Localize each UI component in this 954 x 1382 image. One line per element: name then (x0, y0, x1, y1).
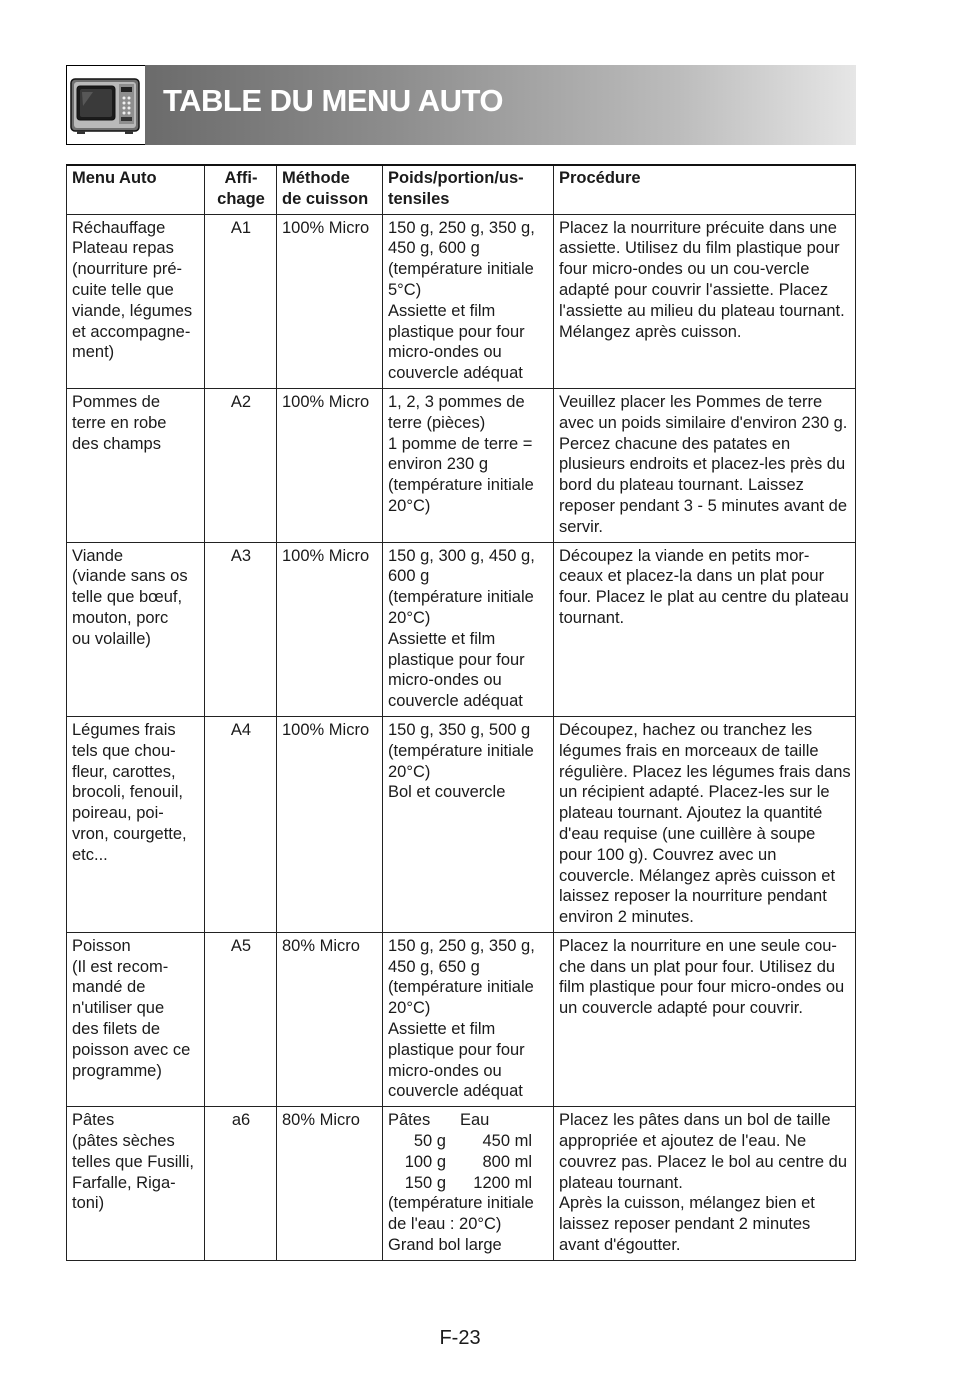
pasta-grid-header (388, 1110, 549, 1131)
cell-display: A5 (205, 932, 277, 1106)
cell-method: 100% Micro (277, 716, 383, 932)
cell-method: 80% Micro (277, 1107, 383, 1261)
table-row (67, 542, 856, 716)
cell-display: A3 (205, 542, 277, 716)
cell-display: A4 (205, 716, 277, 932)
column-header-method: Méthode de cuisson (277, 165, 383, 214)
page-title: TABLE DU MENU AUTO (163, 83, 504, 118)
page-number: F-23 (439, 1327, 481, 1349)
table-row (67, 214, 856, 388)
microwave-icon (69, 70, 143, 140)
water-amount: 800 ml (482, 1152, 532, 1171)
cell-procedure: Placez la nourriture précuite dans une assiette. Utilisez du film plastique pour four micro-ondes ou un cou-vercle adapté pour couvrir l'assiette. Placez l'assiette au milieu du plateau tournant. Mélangez après cuisson. (554, 214, 856, 388)
cell-procedure: Découpez, hachez ou tranchez les légumes frais en morceaux de taille régulière. Placez les légumes frais dans un récipient adapté. Placez-les sur le plateau tournant. Ajoutez la quantité d'eau requise (une cuillère à soupe pour 100 g). Couvrez avec un couvercle. Mélangez après cuisson et laissez reposer la nourriture pendant environ 2 minutes. (554, 716, 856, 932)
cell-weight: 1, 2, 3 pommes de terre (pièces) 1 pomme de terre = environ 230 g (température initiale 20°C) (383, 388, 554, 542)
column-header-display: Affi- chage (205, 165, 277, 214)
pasta-label: Pâtes (388, 1111, 431, 1130)
cell-display: a6 (205, 1107, 277, 1261)
cell-menu: Poisson (Il est recom- mandé de n'utiliser que des filets de poisson avec ce programme) (67, 932, 205, 1106)
cell-method: 100% Micro (277, 388, 383, 542)
cell-display: A2 (205, 388, 277, 542)
pasta-weight-note: (température initiale de l'eau : 20°C) Grand bol large (388, 1194, 534, 1255)
cell-procedure: Placez la nourriture en une seule cou-che dans un plat pour four. Utilisez du film plastique pour four micro-ondes ou un couvercle adapté pour couvrir. (554, 932, 856, 1106)
column-header-menu: Menu Auto (67, 165, 205, 214)
pasta-amount: 100 g (404, 1152, 446, 1171)
cell-menu: Légumes frais tels que chou- fleur, carottes, brocoli, fenouil, poireau, poi- vron, courgette, etc... (67, 716, 205, 932)
cell-weight: 150 g, 250 g, 350 g, 450 g, 600 g (température initiale 5°C) Assiette et film plastique pour four micro-ondes ou couvercle adéquat (383, 214, 554, 388)
cell-weight: 150 g, 250 g, 350 g, 450 g, 650 g (température initiale 20°C) Assiette et film plastique pour four micro-ondes ou couvercle adéquat (383, 932, 554, 1106)
cell-menu: Viande (viande sans os telle que bœuf, mouton, porc ou volaille) (67, 542, 205, 716)
pasta-water-grid (388, 1110, 549, 1193)
table-row (67, 1107, 856, 1261)
cell-display: A1 (205, 214, 277, 388)
pasta-amount: 150 g (404, 1173, 446, 1192)
table-row (67, 932, 856, 1106)
cell-procedure: Veuillez placer les Pommes de terre avec un poids similaire d'environ 230 g. Percez chacune des patates en plusieurs endroits et placez-les près du bord du plateau tournant. Laissez reposer pendant 3 - 5 minutes avant de servir. (554, 388, 856, 542)
table-header-row (67, 165, 856, 214)
cell-method: 100% Micro (277, 542, 383, 716)
cell-weight: 150 g, 350 g, 500 g (température initiale 20°C) Bol et couvercle (383, 716, 554, 932)
cell-method: 80% Micro (277, 932, 383, 1106)
header-band (145, 65, 856, 145)
column-header-weight: Poids/portion/us- tensiles (383, 165, 554, 214)
cell-menu: Réchauffage Plateau repas (nourriture pré- cuite telle que viande, légumes et accompagne- ment) (67, 214, 205, 388)
cell-procedure: Placez les pâtes dans un bol de taille appropriée et ajoutez de l'eau. Ne couvrez pas. Placez le bol au centre du plateau tournant. Après la cuisson, mélangez bien et laissez reposer pendant 2 minutes avant d'égoutter. (554, 1107, 856, 1261)
cell-method: 100% Micro (277, 214, 383, 388)
cell-procedure: Découpez la viande en petits mor-ceaux et placez-la dans un plat pour four. Placez le plat au centre du plateau tournant. (554, 542, 856, 716)
table-row (67, 716, 856, 932)
cell-weight: 150 g, 300 g, 450 g, 600 g (température initiale 20°C) Assiette et film plastique pour four micro-ondes ou couvercle adéquat (383, 542, 554, 716)
pasta-grid-row (388, 1173, 549, 1194)
column-header-procedure: Procédure (554, 165, 856, 214)
page-header (66, 65, 856, 145)
header-icon-box (66, 65, 146, 145)
water-label: Eau (460, 1111, 490, 1130)
pasta-grid-row (388, 1152, 549, 1173)
pasta-amount: 50 g (413, 1132, 446, 1151)
cell-weight (383, 1107, 554, 1261)
water-amount: 450 ml (482, 1132, 532, 1151)
cell-menu: Pommes de terre en robe des champs (67, 388, 205, 542)
table-row (67, 388, 856, 542)
pasta-grid-row (388, 1131, 549, 1152)
auto-menu-table (66, 164, 856, 1261)
cell-menu: Pâtes (pâtes sèches telles que Fusilli, Farfalle, Riga- toni) (67, 1107, 205, 1261)
water-amount: 1200 ml (473, 1173, 532, 1192)
